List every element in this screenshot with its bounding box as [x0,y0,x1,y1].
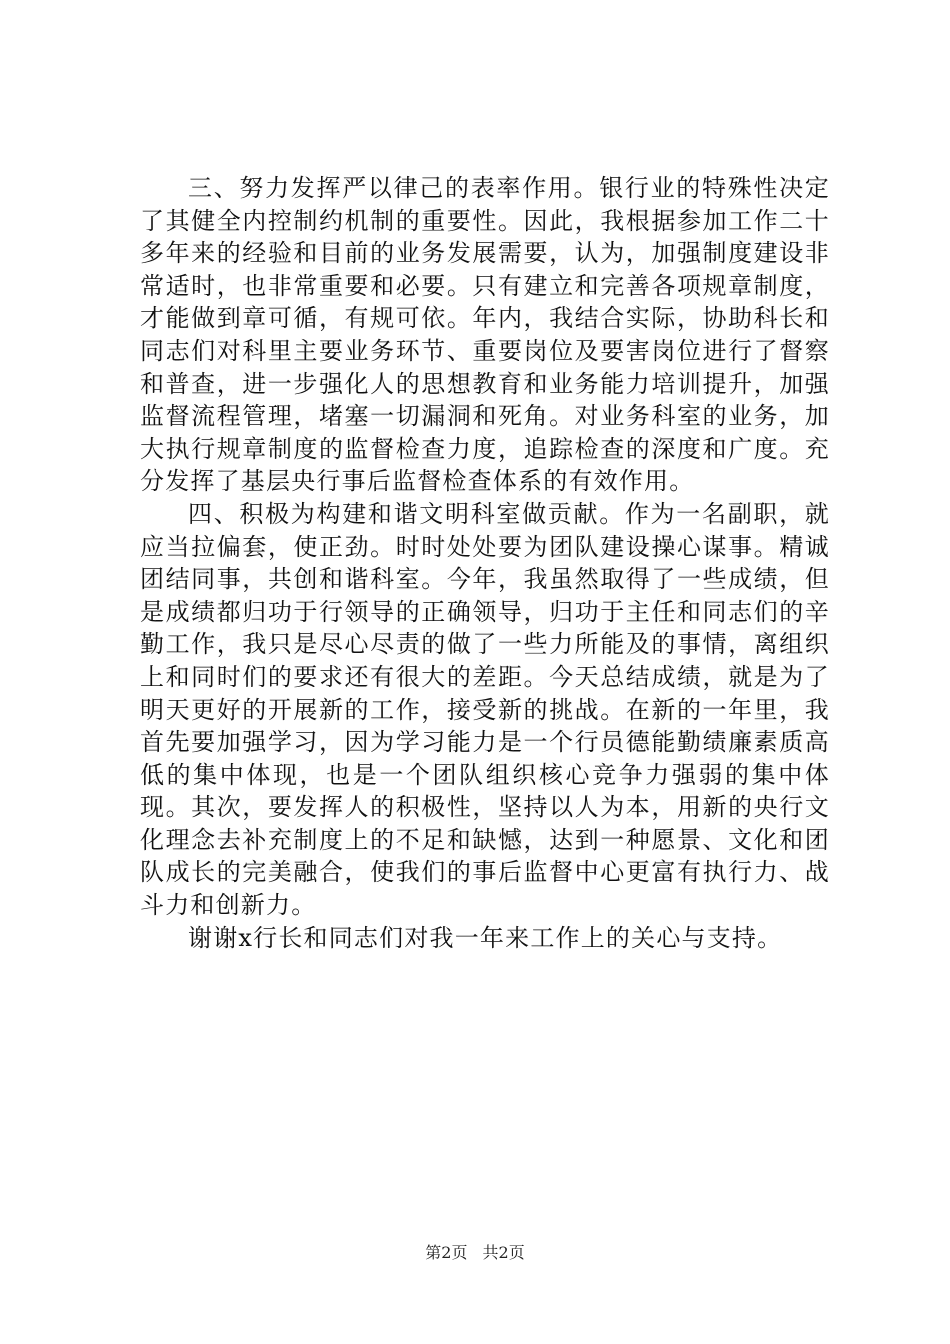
paragraph-thanks: 谢谢x行长和同志们对我一年来工作上的关心与支持。 [188,923,783,952]
paragraph-discipline: 三、努力发挥严以律己的表率作用。银行业的特殊性决定了其健全内控制约机制的重要性。因此，我根据参加工作二十多年来的经验和目前的业务发展需要，认为，加强制度建设非常适时，也非常重要和必要。只有建立和完善各项规章制度，才能做到章可循，有规可依。年内，我结合实际，协助科长和同志们对科里主要业务环节、重要岗位及要害岗位进行了督察和普查，进一步强化人的思想教育和业务能力培训提升，加强监督流程管理，堵塞一切漏洞和死角。对业务科室的业务，加大执行规章制度的监督检查力度，追踪检查的深度和广度。充分发挥了基层央行事后监督检查体系的有效作用。 [140,174,830,496]
paragraph-harmony: 四、积极为构建和谐文明科室做贡献。作为一名副职，就应当拉偏套，使正劲。时时处处要为团队建设操心谋事。精诚团结同事，共创和谐科室。今年，我虽然取得了一些成绩，但是成绩都归功于行领导的正确领导，归功于主任和同志们的辛勤工作，我只是尽心尽责的做了一些力所能及的事情，离组织上和同时们的要求还有很大的差距。今天总结成绩，就是为了明天更好的开展新的工作，接受新的挑战。在新的一年里，我首先要加强学习，因为学习能力是一个行员德能勤绩廉素质高低的集中体现，也是一个团队组织核心竞争力强弱的集中体现。其次，要发挥人的积极性，坚持以人为本，用新的央行文化理念去补充制度上的不足和缺憾，达到一种愿景、文化和团队成长的完美融合，使我们的事后监督中心更富有执行力、战斗力和创新力。 [140,499,830,920]
page-number-total: 共2页 [482,1243,525,1262]
page-number-current: 第2页 [425,1243,468,1262]
page-footer [0,1240,950,1263]
document-body [140,172,830,954]
